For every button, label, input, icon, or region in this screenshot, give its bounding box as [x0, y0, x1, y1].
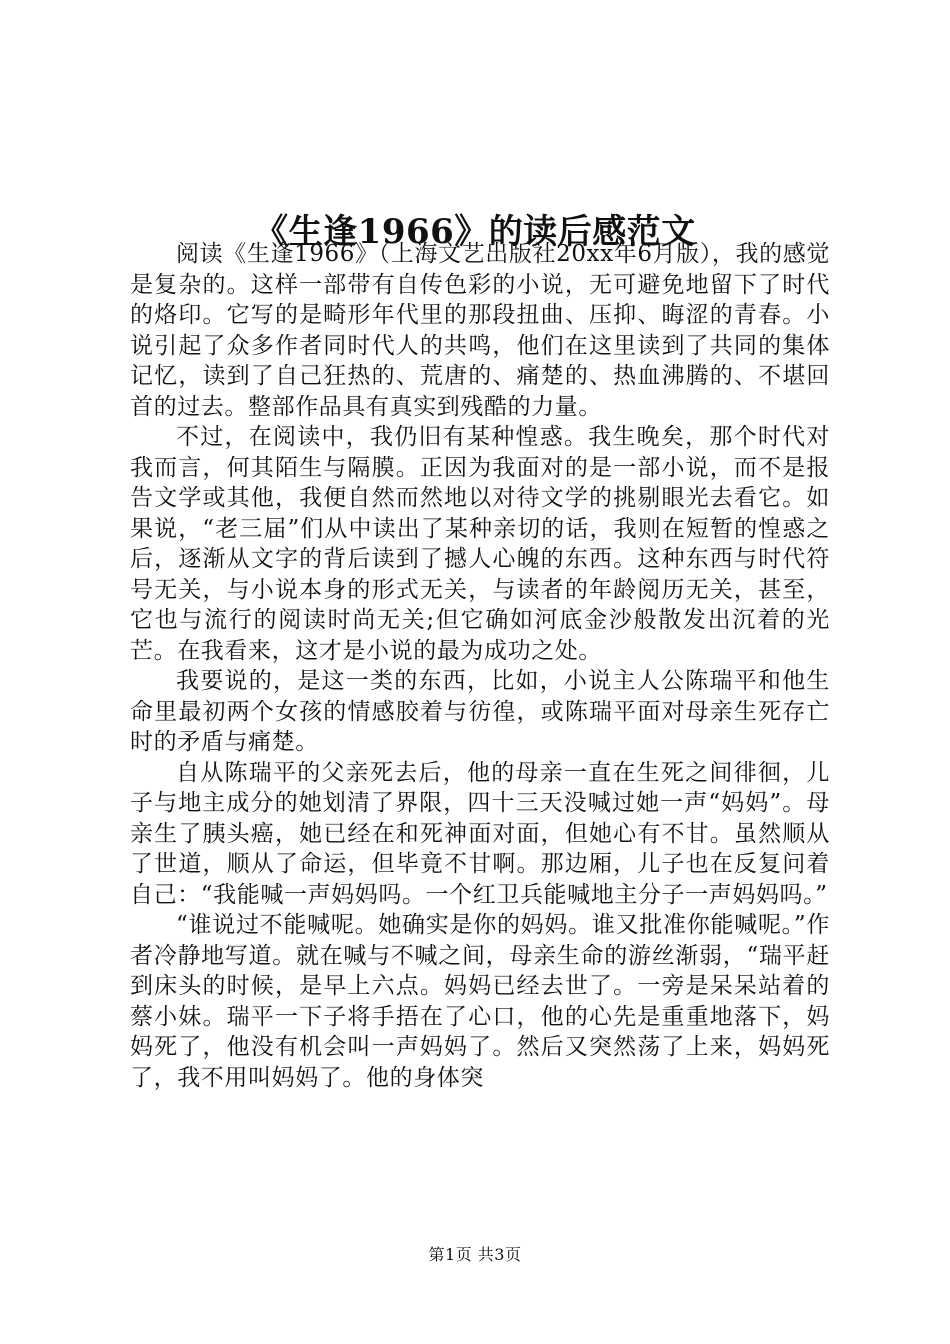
document-title: 《生逢1966》的读后感范文: [254, 211, 696, 252]
paragraph: 自从陈瑞平的父亲死去后，他的母亲一直在生死之间徘徊，儿子与地主成分的她划清了界限，四十三天没喊过她一声“妈妈”。母亲生了胰头癌，她已经在和死神面对面，但她心有不甘。虽然顺从了世道，顺从了命运，但毕竟不甘啊。那边厢，儿子也在反复问着自己：“我能喊一声妈妈吗。一个红卫兵能喊地主分子一声妈妈吗。”: [130, 759, 830, 908]
page-footer: 第1页 共3页: [428, 1245, 522, 1264]
paragraph: 阅读《生逢1966》（上海文艺出版社20xx年6月版），我的感觉是复杂的。这样一部带有自传色彩的小说，无可避免地留下了时代的烙印。它写的是畸形年代里的那段扭曲、压抑、晦涩的青春。小说引起了众多作者同时代人的共鸣，他们在这里读到了共同的集体记忆，读到了自己狂热的、荒唐的、痛楚的、热血沸腾的、不堪回首的过去。整部作品具有真实到残酷的力量。: [130, 241, 830, 420]
paragraph: 我要说的，是这一类的东西，比如，小说主人公陈瑞平和他生命里最初两个女孩的情感胶着与彷徨，或陈瑞平面对母亲生死存亡时的矛盾与痛楚。: [130, 668, 830, 755]
paragraph: 不过，在阅读中，我仍旧有某种惶惑。我生晚矣，那个时代对我而言，何其陌生与隔膜。正因为我面对的是一部小说，而不是报告文学或其他，我便自然而然地以对待文学的挑剔眼光去看它。如果说，“老三届”们从中读出了某种亲切的话，我则在短暂的惶惑之后，逐渐从文字的背后读到了撼人心魄的东西。这种东西与时代符号无关，与小说本身的形式无关，与读者的年龄阅历无关，甚至，它也与流行的阅读时尚无关;但它确如河底金沙般散发出沉着的光芒。在我看来，这才是小说的最为成功之处。: [130, 424, 830, 664]
paragraph: “谁说过不能喊呢。她确实是你的妈妈。谁又批准你能喊呢。”作者冷静地写道。就在喊与不喊之间，母亲生命的游丝渐弱，“瑞平赶到床头的时候，是早上六点。妈妈已经去世了。一旁是呆呆站着的蔡小妹。瑞平一下子将手捂在了心口，他的心先是重重地落下，妈妈死了，他没有机会叫一声妈妈了。然后又突然荡了上来，妈妈死了，我不用叫妈妈了。他的身体突: [130, 912, 830, 1091]
document-body: [130, 239, 830, 1093]
